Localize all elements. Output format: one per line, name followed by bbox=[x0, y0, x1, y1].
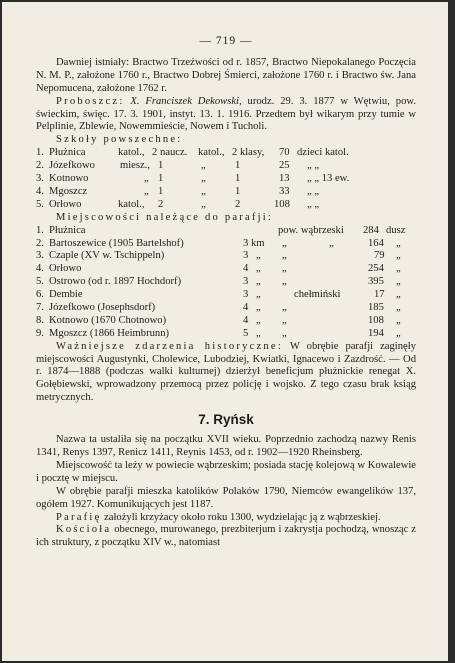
school-number: 5. bbox=[36, 198, 44, 210]
place-number: 2. bbox=[36, 237, 44, 249]
priest-label: Proboszcz: bbox=[56, 95, 125, 107]
place-unit: „ bbox=[396, 263, 401, 275]
church-text: obecnego, murowanego, prezbiterjum i zakrystja pochodzą, wnosząc z ich struktury, z początku XIV w., natomiast bbox=[36, 524, 416, 549]
school-classes: 1 bbox=[235, 173, 241, 185]
school-number: 1. bbox=[36, 147, 44, 159]
place-ditto-2: „ bbox=[282, 250, 287, 262]
place-distance: 4 bbox=[243, 301, 249, 313]
school-teachers: 2 naucz. bbox=[152, 147, 188, 159]
place-ditto-2: „ bbox=[282, 276, 287, 288]
school-children: 108 bbox=[274, 198, 290, 210]
place-name: Czaple (XV w. Tschippeln) bbox=[49, 250, 165, 262]
places-table bbox=[36, 225, 416, 341]
table-row bbox=[36, 289, 416, 302]
place-number: 3. bbox=[36, 250, 44, 262]
school-teachers: 2 bbox=[158, 198, 164, 210]
place-ditto: „ bbox=[282, 237, 287, 249]
place-ditto: „ bbox=[256, 327, 261, 339]
place-distance: 3 bbox=[243, 289, 249, 301]
church-label: Kościoła bbox=[56, 524, 112, 536]
place-unit: „ bbox=[396, 301, 401, 313]
place-population: 185 bbox=[368, 301, 384, 313]
table-row bbox=[36, 250, 416, 263]
school-classes: 2 bbox=[235, 198, 241, 210]
place-population: 395 bbox=[368, 276, 384, 288]
school-classes: 1 bbox=[235, 160, 241, 172]
school-name: Mgoszcz bbox=[49, 185, 88, 197]
place-population: 108 bbox=[368, 314, 384, 326]
priest-name: X. Franciszek Dekowski, bbox=[130, 95, 242, 107]
school-name: Płużnica bbox=[49, 147, 86, 159]
school-type: „ bbox=[144, 173, 149, 185]
school-children: 70 bbox=[279, 147, 290, 159]
place-population: 194 bbox=[368, 327, 384, 339]
school-children: 33 bbox=[279, 185, 290, 197]
school-confession: „ bbox=[201, 185, 206, 197]
place-population: 284 bbox=[363, 224, 379, 236]
table-row bbox=[36, 173, 416, 186]
place-name: Ostrowo (od r. 1897 Hochdorf) bbox=[49, 276, 182, 288]
place-population: 79 bbox=[374, 250, 385, 262]
place-number: 9. bbox=[36, 327, 44, 339]
priest-biography: urodz. 29. 3. 1877 w Wętwiu, pow. świeckim, święc. 17. 3. 1901, instyt. 13. 1. 1916. Przedtem był wikarym przy tumie w Pelplinie, Zblewie, Nowemmieście, Nowem i Tucholi. bbox=[36, 95, 416, 133]
table-row bbox=[36, 147, 416, 160]
place-ditto: „ bbox=[256, 301, 261, 313]
section-heading: 7. Ryńsk bbox=[198, 412, 254, 428]
table-row bbox=[36, 315, 416, 328]
schools-table bbox=[36, 147, 416, 211]
paragraph-location: Miejscowość ta leży w powiecie wąbrzeskim; posiada stację kolejową w Kowalewie i pocztę w miejscu. bbox=[36, 459, 416, 484]
place-distance: 4 bbox=[243, 314, 249, 326]
place-name: Płużnica bbox=[49, 224, 86, 236]
place-ditto: „ bbox=[256, 314, 261, 326]
place-ditto: „ bbox=[256, 263, 261, 275]
school-confession: „ bbox=[201, 173, 206, 185]
school-confession: „ bbox=[201, 160, 206, 172]
place-unit: dusz bbox=[386, 224, 406, 236]
table-row bbox=[36, 186, 416, 199]
place-county: „ bbox=[329, 237, 334, 249]
place-population: 254 bbox=[368, 263, 384, 275]
school-teachers: 1 bbox=[158, 185, 164, 197]
school-tail: dzieci katol. bbox=[297, 147, 349, 159]
school-classes: 2 klasy, bbox=[232, 147, 265, 159]
table-row bbox=[36, 238, 416, 251]
place-name: Orłowo bbox=[49, 263, 82, 275]
school-name: Orłowo bbox=[49, 198, 82, 210]
place-distance: 3 km bbox=[243, 237, 265, 249]
place-number: 5. bbox=[36, 276, 44, 288]
place-ditto: „ bbox=[256, 276, 261, 288]
school-type: katol., bbox=[118, 198, 145, 210]
paragraph-parish-priest bbox=[36, 96, 416, 135]
place-number: 6. bbox=[36, 289, 44, 301]
school-confession: katol., bbox=[198, 147, 225, 159]
table-row bbox=[36, 302, 416, 315]
place-unit: „ bbox=[396, 327, 401, 339]
place-county: chełmiński bbox=[294, 289, 341, 301]
table-row bbox=[36, 276, 416, 289]
table-row bbox=[36, 225, 416, 238]
place-population: 17 bbox=[374, 289, 385, 301]
place-distance: 3 bbox=[243, 276, 249, 288]
place-unit: „ bbox=[396, 250, 401, 262]
school-teachers: 1 bbox=[158, 160, 164, 172]
place-ditto: „ bbox=[256, 250, 261, 262]
events-label: Ważniejsze zdarzenia historyczne: bbox=[56, 340, 283, 352]
places-title: Miejscowości należące do parafji: bbox=[56, 211, 274, 223]
school-tail: „ „ bbox=[307, 160, 320, 172]
parish-text: założyli krzyżacy około roku 1300, wydzielając ją z wąbrzeskiej. bbox=[104, 511, 381, 523]
table-row bbox=[36, 160, 416, 173]
school-number: 2. bbox=[36, 160, 44, 172]
place-number: 4. bbox=[36, 263, 44, 275]
paragraph-confraternities: Dawniej istniały: Bractwo Trzeźwości od r. 1857, Bractwo Niepokalanego Poczęcia N. M. P., założone 1760 r., Bractwo Dobrej Śmierci, założone 1760 r. i Bractwo św. Jana Nepomucena, założone 1762 r. bbox=[36, 56, 416, 94]
events-text: W obrębie parafji zaginęły miejscowości Augustynki, Cholewice, Lubodziej, Kwiatki, Ignacewo i Zazdrość. — Od r. 1874—1888 (podczas walki kulturnej) dzierżył beneficjum płużnickie renegat X. Gołębiewski, wprowadzony przemocą przez policję i wojsko. Z tego czasu brak ksiąg metrycznych. bbox=[36, 340, 416, 404]
place-number: 7. bbox=[36, 301, 44, 313]
parish-label: Parafię bbox=[56, 511, 102, 523]
school-children: 25 bbox=[279, 160, 290, 172]
place-unit: „ bbox=[396, 276, 401, 288]
school-type: katol., bbox=[118, 147, 145, 159]
place-ditto-2: „ bbox=[282, 327, 287, 339]
place-unit: „ bbox=[396, 289, 401, 301]
school-number: 4. bbox=[36, 185, 44, 197]
place-ditto: „ bbox=[256, 289, 261, 301]
paragraph-church bbox=[36, 524, 416, 550]
place-ditto-2: „ bbox=[282, 301, 287, 313]
school-tail: „ „ bbox=[307, 198, 320, 210]
school-type: „ bbox=[144, 185, 149, 197]
table-row bbox=[36, 199, 416, 212]
paragraph-parish-founding bbox=[36, 512, 416, 525]
place-number: 8. bbox=[36, 314, 44, 326]
place-ditto-2: „ bbox=[282, 263, 287, 275]
place-unit: „ bbox=[396, 314, 401, 326]
table-row bbox=[36, 263, 416, 276]
school-confession: „ bbox=[201, 198, 206, 210]
paragraph-historical-events bbox=[36, 341, 416, 406]
book-page bbox=[2, 2, 448, 661]
school-teachers: 1 bbox=[158, 173, 164, 185]
school-classes: 1 bbox=[235, 185, 241, 197]
place-name: Bartoszewice (1905 Bartelshof) bbox=[49, 237, 184, 249]
place-name: Kotnowo (1670 Chotnowo) bbox=[49, 314, 167, 326]
school-name: Józefkowo bbox=[49, 160, 95, 172]
place-name: Józefkowo (Josephsdorf) bbox=[49, 301, 156, 313]
place-population: 164 bbox=[368, 237, 384, 249]
paragraph-name-origin: Nazwa ta ustaliła się na początku XVII wieku. Poprzednio zachodzą nazwy Renis 1341, Renys 1397, Renicz 1411, Reynis 1453, od r. 1902—1920 Rheinsberg. bbox=[36, 434, 416, 458]
place-name: Mgoszcz (1866 Heimbrunn) bbox=[49, 327, 170, 339]
school-tail: „ „ 13 ew. bbox=[307, 173, 350, 185]
schools-title: Szkoły powszechne: bbox=[56, 134, 183, 146]
school-children: 13 bbox=[279, 173, 290, 185]
school-name: Kotnowo bbox=[49, 173, 89, 185]
place-name: Dembie bbox=[49, 289, 83, 301]
place-distance: 3 bbox=[243, 250, 249, 262]
place-unit: „ bbox=[396, 237, 401, 249]
place-ditto-2: „ bbox=[282, 314, 287, 326]
place-number: 1. bbox=[36, 224, 44, 236]
place-distance: 4 bbox=[243, 263, 249, 275]
school-type: miesz., bbox=[120, 160, 151, 172]
table-row bbox=[36, 328, 416, 341]
paragraph-population: W obrębie parafji mieszka katolików Polaków 1790, Niemców ewangelików 137, ogółem 1927. Komunikujących jest 1187. bbox=[36, 485, 416, 510]
place-distance: 5 bbox=[243, 327, 249, 339]
school-tail: „ „ bbox=[307, 185, 320, 197]
school-number: 3. bbox=[36, 173, 44, 185]
place-county: pow. wąbrzeski bbox=[278, 224, 344, 236]
page-number: — 719 — bbox=[199, 35, 253, 47]
